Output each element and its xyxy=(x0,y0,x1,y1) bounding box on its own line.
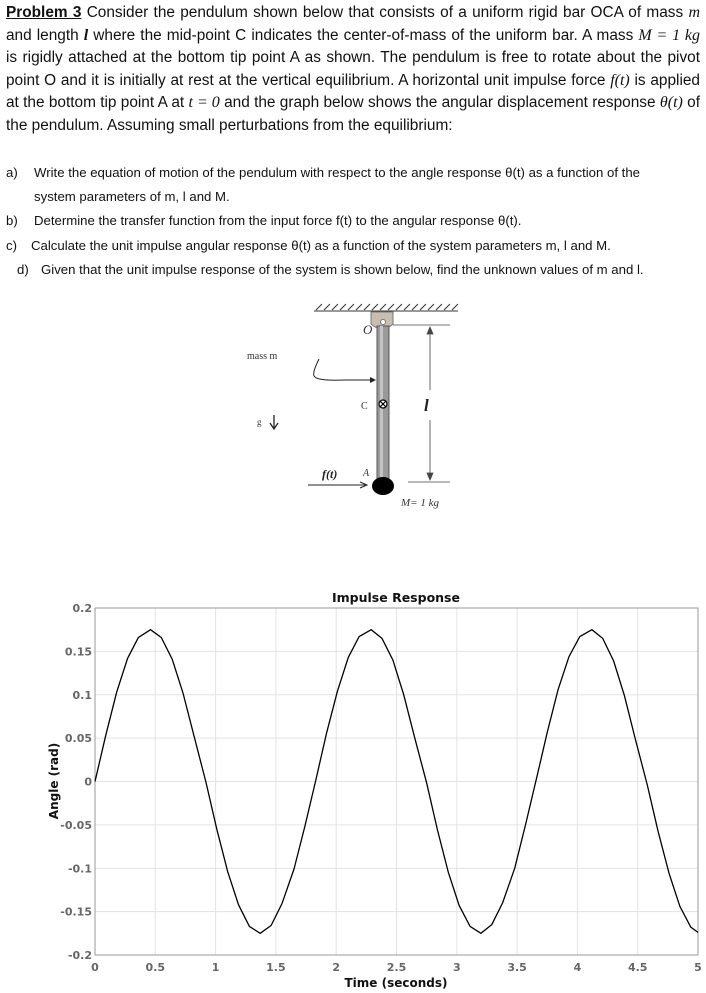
x-tick-label: 4.5 xyxy=(627,961,648,974)
y-tick-label: -0.2 xyxy=(67,949,92,962)
x-tick-label: 1.5 xyxy=(266,961,286,974)
com-label: C xyxy=(361,401,368,412)
problem-statement: Problem 3 Consider the pendulum shown below that consists of a uniform rigid bar OCA of mass m and length l where the mid-point C indicates the center-of-mass of the uniform bar. A mass M = 1 kg is rigidly attached at the bottom tip point A as shown. The pendulum is free to rotate about the pivot point O and it is initially at rest at the vertical equilibrium. A horizontal unit impulse force f(t) is applied at the bottom tip point A at t = 0 and the graph below shows the angular displacement response θ(t) of the pendulum. Assuming small perturbations from the equilibrium: xyxy=(6,4,701,134)
y-tick-label: 0.1 xyxy=(72,688,92,702)
gravity-label: g xyxy=(257,417,262,427)
x-tick-label: 0.5 xyxy=(145,961,166,974)
y-tick-label: 0 xyxy=(84,775,92,789)
ceiling-hatch-icon xyxy=(314,304,458,311)
length-dimension-icon xyxy=(393,325,450,482)
force-label: f(t) xyxy=(322,467,338,481)
tip-label: A xyxy=(363,468,370,479)
gravity-arrow-icon xyxy=(270,415,278,429)
y-tick-labels xyxy=(60,602,92,962)
chart-title: Impulse Response xyxy=(332,590,460,605)
x-tick-label: 1 xyxy=(211,961,220,974)
force-arrow-icon xyxy=(308,482,367,488)
x-tick-label: 2.5 xyxy=(386,961,407,974)
y-tick-label: 0.2 xyxy=(72,602,92,615)
x-tick-label: 3.5 xyxy=(507,961,527,974)
x-tick-label: 3 xyxy=(452,961,461,974)
mass-pointer-arrow-icon xyxy=(314,359,375,380)
mass-label: mass m xyxy=(247,351,278,362)
y-tick-label: 0.05 xyxy=(64,732,92,746)
tip-mass-icon xyxy=(372,477,394,495)
y-tick-label: -0.15 xyxy=(60,905,92,919)
problem-label: Problem 3 xyxy=(6,4,82,21)
x-tick-label: 0 xyxy=(91,961,99,974)
y-axis-label: Angle (rad) xyxy=(47,742,61,820)
x-axis-label: Time (seconds) xyxy=(344,976,448,990)
x-tick-labels xyxy=(91,961,702,974)
length-label: l xyxy=(424,396,429,415)
x-tick-label: 5 xyxy=(694,961,702,974)
x-tick-label: 4 xyxy=(573,961,582,974)
x-tick-label: 2 xyxy=(332,961,341,974)
pendulum-diagram xyxy=(230,290,480,520)
y-tick-label: 0.15 xyxy=(64,645,92,659)
y-tick-label: -0.05 xyxy=(60,818,92,832)
pivot-label: O xyxy=(363,322,373,337)
impulse-response-chart xyxy=(0,580,706,993)
y-tick-label: -0.1 xyxy=(67,862,92,876)
tip-mass-label: M= 1 kg xyxy=(401,497,439,509)
chart-grid xyxy=(95,608,698,955)
